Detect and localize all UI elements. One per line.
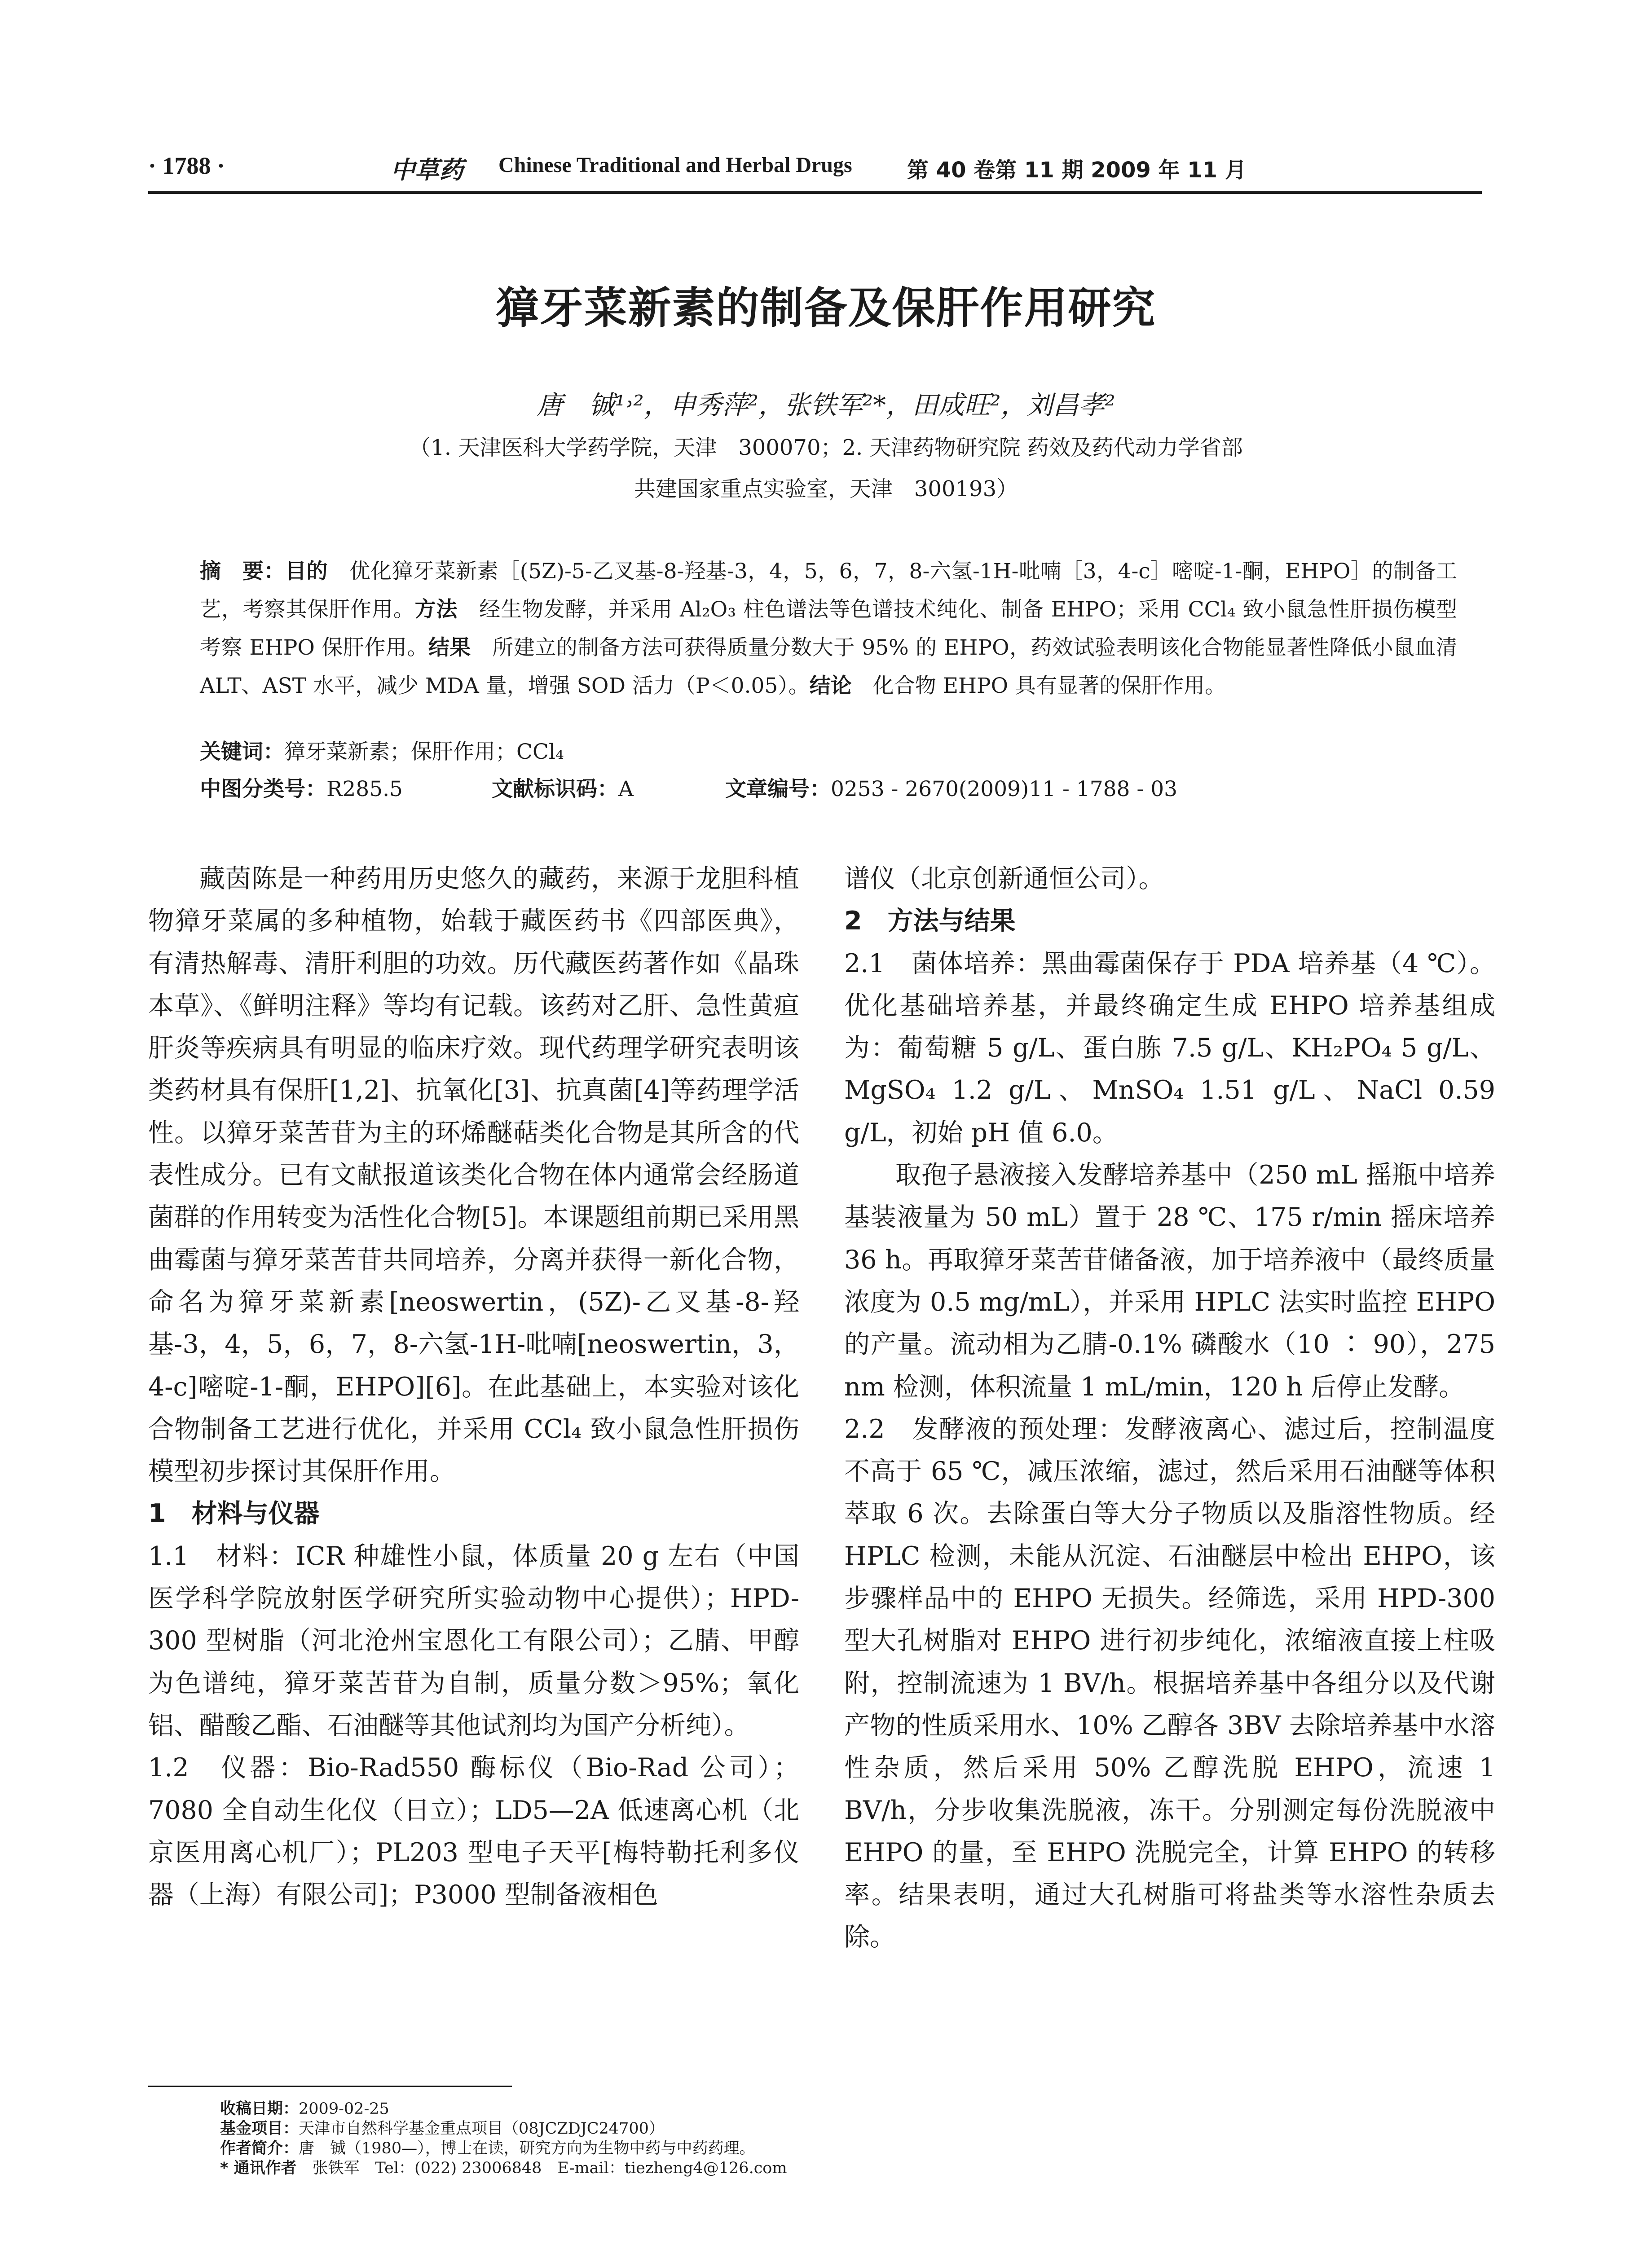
clc-number — [200, 772, 403, 802]
header-rule — [148, 191, 1482, 194]
body-right-column — [844, 858, 1495, 1959]
classification-row — [200, 772, 1457, 804]
intro-paragraph: 藏茵陈是一种药用历史悠久的藏药，来源于龙胆科植物獐牙菜属的多种植物，始载于藏医药书《四部医典》，有清热解毒、清肝利胆的功效。历代藏医药著作如《晶珠本草》、《鲜明注释》等均有记载。该药对乙肝、急性黄疸肝炎等疾病具有明显的临床疗效。现代药理学研究表明该类药材具有保肝[1,2]、抗氧化[3]、抗真菌[4]等药理学活性。以獐牙菜苦苷为主的环烯醚萜类化合物是其所含的代表性成分。已有文献报道该类化合物在体内通常会经肠道菌群的作用转变为活性化合物[5]。本课题组前期已采用黑曲霉菌与獐牙菜苦苷共同培养，分离并获得一新化合物，命名为獐牙菜新素[neoswertin，(5Z)-乙叉基-8-羟基-3，4，5，6，7，8-六氢-1H-吡喃[neoswertin，3，4-c]嘧啶-1-酮，EHPO][6]。在此基础上，本实验对该化合物制备工艺进行优化，并采用 CCl₄ 致小鼠急性肝损伤模型初步探讨其保肝作用。 — [148, 864, 799, 1487]
abstract-objective: 优化獐牙菜新素［(5Z)-5-乙叉基-8-羟基-3，4，5，6，7，8-六氢-1H-吡喃［3，4-c］嘧啶-1-酮，EHPO］的制备工艺，考察其保肝作用。 — [200, 559, 1458, 622]
section-1-2: 1.2 仪器：Bio-Rad550 酶标仪（Bio-Rad 公司）；7080 全自动生化仪（日立）；LD5—2A 低速离心机（北京医用离心机厂）；PL203 型电子天平[梅特勒托利多仪器（上海）有限公司]；P3000 型制备液相色 — [148, 1753, 799, 1910]
conclusion-label: 结论 — [809, 674, 852, 698]
section-2-1-paragraph-2: 取孢子悬液接入发酵培养基中（250 mL 摇瓶中培养基装液量为 50 mL）置于 28 ℃、175 r/min 摇床培养 36 h。再取獐牙菜苦苷储备液，加于培养液中（最终质量浓度为 0.5 mg/mL），并采用 HPLC 法实时监控 EHPO 的产量。流动相为乙腈-0.1% 磷酸水（10 ∶ 90），275 nm 检测，体积流量 1 mL/min，120 h 后停止发酵。 — [844, 1160, 1495, 1402]
affiliation-line-2: 共建国家重点实验室，天津 300193） — [634, 476, 1018, 502]
article-number-value: 0253 - 2670(2009)11 - 1788 - 03 — [831, 777, 1178, 801]
doc-value: A — [618, 777, 634, 801]
corresponding-author — [220, 2158, 1298, 2178]
corresponding-value: 张铁军 Tel：(022) 23006848 E-mail：tiezheng4@126.com — [312, 2159, 787, 2177]
section-2-heading: 2 方法与结果 — [844, 906, 1016, 936]
abstract-method: 经生物发酵，并采用 Al₂O₃ 柱色谱法等色谱技术纯化、制备 EHPO；采用 CCl₄ 致小鼠急性肝损伤模型考察 EHPO 保肝作用。 — [200, 597, 1458, 660]
journal-name-en: Chinese Traditional and Herbal Drugs — [498, 153, 852, 177]
fund-label: 基金项目： — [220, 2120, 299, 2138]
author-bio — [220, 2139, 1298, 2158]
abstract-label: 摘 要： — [200, 559, 286, 584]
journal-issue: 第 40 卷第 11 期 2009 年 11 月 — [907, 158, 1247, 183]
article-title: 獐牙菜新素的制备及保肝作用研究 — [496, 283, 1156, 333]
abstract-conclusion: 化合物 EHPO 具有显著的保肝作用。 — [851, 674, 1226, 698]
fund-info — [220, 2119, 1298, 2139]
keywords-label: 关键词： — [200, 740, 284, 764]
section-1-1: 1.1 材料：ICR 种雄性小鼠，体质量 20 g 左右（中国医学科学院放射医学研究所实验动物中心提供）；HPD-300 型树脂（河北沧州宝恩化工有限公司）；乙腈、甲醇为色谱纯，獐牙菜苦苷为自制，质量分数＞95%；氧化铝、醋酸乙酯、石油醚等其他试剂均为国产分析纯）。 — [148, 1541, 799, 1740]
clc-value: R285.5 — [326, 777, 403, 801]
doc-label: 文献标识码： — [492, 777, 618, 801]
author-bio-value: 唐 铖（1980—），博士在读，研究方向为生物中药与中药药理。 — [299, 2139, 755, 2157]
clc-label: 中图分类号： — [200, 777, 326, 801]
received-date — [220, 2099, 1298, 2119]
fund-value: 天津市自然科学基金重点项目（08JCZDJC24700） — [299, 2120, 665, 2138]
article-authors: 唐 铖¹˒²，申秀萍²，张铁军²*，田成旺²，刘昌孝² — [537, 390, 1115, 420]
body-left-column — [148, 858, 799, 1916]
received-value: 2009-02-25 — [299, 2100, 389, 2118]
author-bio-label: 作者简介： — [220, 2139, 299, 2157]
doc-code — [492, 772, 634, 802]
keywords — [200, 736, 1457, 768]
corresponding-label: * 通讯作者 — [220, 2159, 313, 2177]
section-1-heading: 1 材料与仪器 — [148, 1499, 320, 1529]
journal-name-cn: 中草药 — [391, 155, 463, 184]
page-number: · 1788 · — [148, 152, 225, 179]
article-number — [725, 772, 1177, 802]
result-label: 结果 — [428, 635, 471, 660]
continued-text: 谱仪（北京创新通恒公司）。 — [844, 864, 1164, 894]
method-label: 方法 — [414, 597, 458, 622]
abstract — [200, 552, 1457, 705]
abstract-result: 所建立的制备方法可获得质量分数大于 95% 的 EHPO，药效试验表明该化合物能显著性降低小鼠血清 ALT、AST 水平，减少 MDA 量，增强 SOD 活力（P＜0.05）。 — [200, 635, 1458, 698]
article-number-label: 文章编号： — [725, 777, 831, 801]
objective-label: 目的 — [285, 559, 328, 584]
received-label: 收稿日期： — [220, 2100, 299, 2118]
keywords-text: 獐牙菜新素；保肝作用；CCl₄ — [284, 740, 564, 764]
affiliation-line-1: （1. 天津医科大学药学院，天津 300070；2. 天津药物研究院 药效及药代动力学省部 — [409, 435, 1243, 460]
footnote-rule — [148, 2086, 512, 2087]
footnotes — [220, 2099, 1298, 2178]
section-2-1: 2.1 菌体培养：黑曲霉菌保存于 PDA 培养基（4 ℃）。优化基础培养基，并最终确定生成 EHPO 培养基组成为：葡萄糖 5 g/L、蛋白胨 7.5 g/L、KH₂PO₄ 5 g/L、MgSO₄ 1.2 g/L、MnSO₄ 1.51 g/L、NaCl 0.59 g/L，初始 pH 值 6.0。 — [844, 948, 1495, 1148]
section-2-2: 2.2 发酵液的预处理：发酵液离心、滤过后，控制温度不高于 65 ℃，减压浓缩，滤过，然后采用石油醚等体积萃取 6 次。去除蛋白等大分子物质以及脂溶性物质。经 HPLC 检测，未能从沉淀、石油醚层中检出 EHPO，该步骤样品中的 EHPO 无损失。经筛选，采用 HPD-300 型大孔树脂对 EHPO 进行初步纯化，浓缩液直接上柱吸附，控制流速为 1 BV/h。根据培养基中各组分以及代谢产物的性质采用水、10% 乙醇各 3BV 去除培养基中水溶性杂质，然后采用 50% 乙醇洗脱 EHPO，流速 1 BV/h，分步收集洗脱液，冻干。分别测定每份洗脱液中 EHPO 的量，至 EHPO 洗脱完全，计算 EHPO 的转移率。结果表明，通过大孔树脂可将盐类等水溶性杂质去除。 — [844, 1414, 1495, 1952]
